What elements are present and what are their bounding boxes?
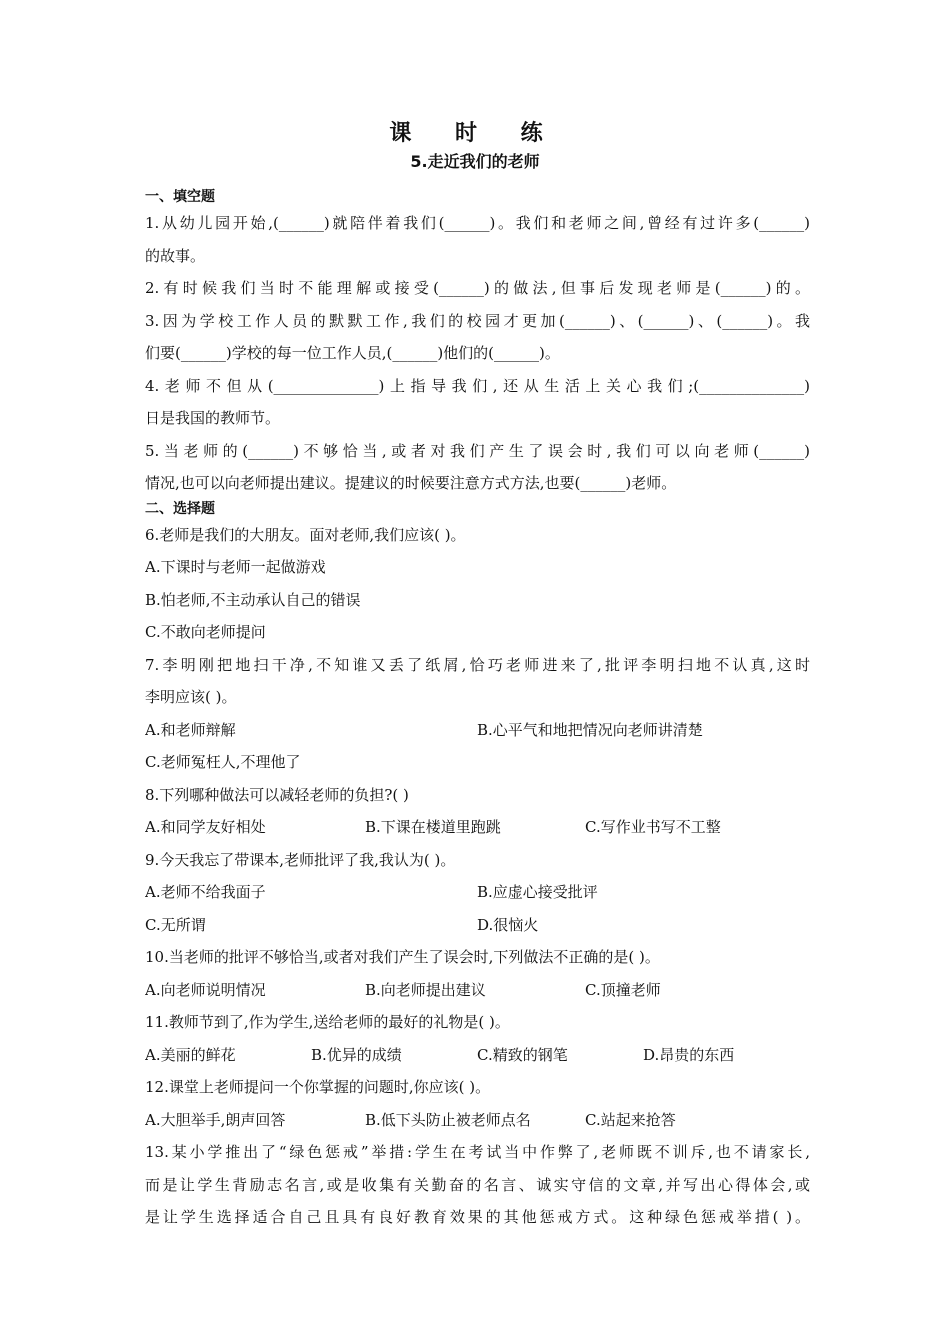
q1-line2: 的故事。 bbox=[145, 246, 206, 265]
q7-options-row1 bbox=[145, 714, 810, 747]
q4-line1: 4.老师不但从(______________)上指导我们,还从生活上关心我们;(______________) bbox=[145, 376, 810, 395]
q12-option-c: C.站起来抢答 bbox=[585, 1110, 676, 1129]
q7-stem-line2: 李明应该( )。 bbox=[145, 688, 237, 706]
q7-option-b: B.心平气和地把情况向老师讲清楚 bbox=[477, 720, 703, 739]
q3-line1: 3.因为学校工作人员的默默工作,我们的校园才更加(______)、(______)、(______)。我 bbox=[145, 311, 810, 330]
q11-options bbox=[145, 1039, 810, 1072]
q8-options bbox=[145, 811, 810, 844]
q9-options-row1 bbox=[145, 876, 810, 909]
q9-options-row2 bbox=[145, 909, 810, 942]
q8-option-a: A.和同学友好相处 bbox=[145, 818, 266, 836]
q5-line1: 5.当老师的(______)不够恰当,或者对我们产生了误会时,我们可以向老师(______) bbox=[145, 441, 810, 460]
q8-option-c: C.写作业书写不工整 bbox=[585, 818, 721, 836]
q11-option-b: B.优异的成绩 bbox=[311, 1045, 402, 1064]
q6-stem: 6.老师是我们的大朋友。面对老师,我们应该( )。 bbox=[145, 525, 466, 544]
q9-option-b: B.应虚心接受批评 bbox=[477, 883, 598, 901]
worksheet-content bbox=[145, 188, 810, 1234]
q8-option-b: B.下课在楼道里跑跳 bbox=[365, 818, 501, 836]
q11-option-d: D.昂贵的东西 bbox=[643, 1045, 735, 1064]
q6-option-b: B.怕老师,不主动承认自己的错误 bbox=[145, 590, 361, 609]
q12-option-a: A.大胆举手,朗声回答 bbox=[145, 1110, 286, 1129]
q7-option-a: A.和老师辩解 bbox=[145, 720, 236, 739]
q1-line1: 1.从幼儿园开始,(______)就陪伴着我们(______)。我们和老师之间,曾经有过许多(______) bbox=[145, 214, 810, 232]
q10-option-a: A.向老师说明情况 bbox=[145, 980, 266, 999]
q12-options bbox=[145, 1104, 810, 1137]
q2-line: 2.有时候我们当时不能理解或接受(______)的做法,但事后发现老师是(______)的。 bbox=[145, 279, 810, 297]
q10-option-c: C.顶撞老师 bbox=[585, 980, 661, 999]
q9-option-d: D.很恼火 bbox=[477, 915, 539, 934]
q9-stem: 9.今天我忘了带课本,老师批评了我,我认为( )。 bbox=[145, 850, 456, 869]
q12-option-b: B.低下头防止被老师点名 bbox=[365, 1110, 531, 1129]
q11-option-a: A.美丽的鲜花 bbox=[145, 1045, 236, 1064]
section-heading-choice: 二、选择题 bbox=[145, 500, 215, 517]
q10-option-b: B.向老师提出建议 bbox=[365, 980, 486, 999]
q5-line2: 情况,也可以向老师提出建议。提建议的时候要注意方式方法,也要(______)老师。 bbox=[145, 474, 677, 492]
q9-option-c: C.无所谓 bbox=[145, 915, 206, 934]
q7-stem-line1: 7.李明刚把地扫干净,不知谁又丢了纸屑,恰巧老师进来了,批评李明扫地不认真,这时 bbox=[145, 655, 810, 674]
q7-option-c: C.老师冤枉人,不理他了 bbox=[145, 753, 301, 771]
q12-stem: 12.课堂上老师提问一个你掌握的问题时,你应该( )。 bbox=[145, 1078, 491, 1096]
q8-stem: 8.下列哪种做法可以减轻老师的负担?( ) bbox=[145, 785, 409, 804]
q11-option-c: C.精致的钢笔 bbox=[477, 1045, 568, 1064]
page-title: 课 时 练 bbox=[389, 121, 561, 146]
section-heading-fill-blank: 一、填空题 bbox=[145, 189, 215, 205]
q10-stem: 10.当老师的批评不够恰当,或者对我们产生了误会时,下列做法不正确的是( )。 bbox=[145, 948, 660, 966]
q3-line2: 们要(______)学校的每一位工作人员,(______)他们的(______)。 bbox=[145, 344, 560, 362]
q13-line2: 而是让学生背励志名言,或是收集有关勤奋的名言、诚实守信的文章,并写出心得体会,或 bbox=[145, 1175, 810, 1194]
q11-stem: 11.教师节到了,作为学生,送给老师的最好的礼物是( )。 bbox=[145, 1013, 510, 1031]
q6-option-a: A.下课时与老师一起做游戏 bbox=[145, 558, 326, 576]
q10-options bbox=[145, 974, 810, 1007]
q6-option-c: C.不敢向老师提问 bbox=[145, 623, 266, 641]
q13-line3: 是让学生选择适合自己且具有良好教育效果的其他惩戒方式。这种绿色惩戒举措( )。 bbox=[145, 1208, 810, 1226]
q4-line2: 日是我国的教师节。 bbox=[145, 409, 281, 427]
q13-line1: 13.某小学推出了“绿色惩戒”举措:学生在考试当中作弊了,老师既不训斥,也不请家长, bbox=[145, 1143, 810, 1161]
lesson-title: 5.走近我们的老师 bbox=[410, 152, 540, 171]
q9-option-a: A.老师不给我面子 bbox=[145, 883, 266, 901]
